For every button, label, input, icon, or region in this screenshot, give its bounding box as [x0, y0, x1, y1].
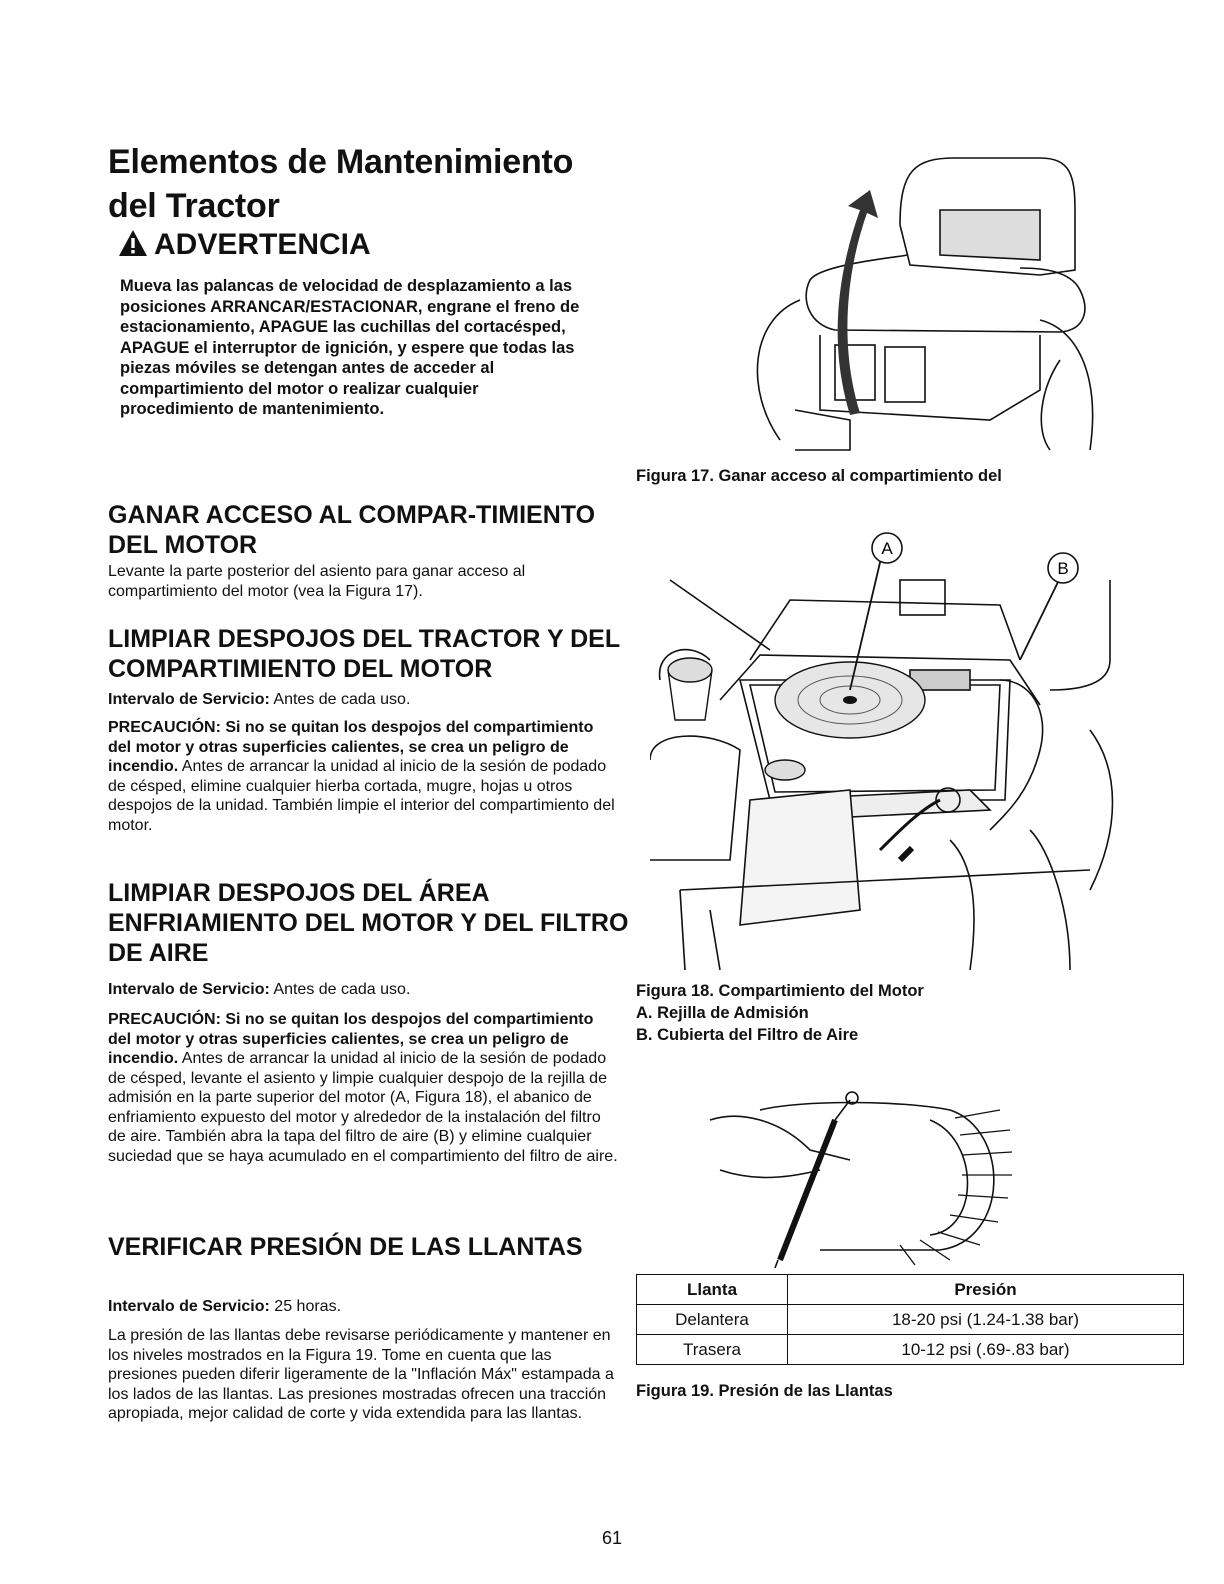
table-header-row: [637, 1275, 1184, 1305]
caution-clean-tractor: [108, 718, 618, 835]
warning-heading-text: ADVERTENCIA: [154, 228, 371, 261]
table-cell-pressure: 10-12 psi (.69-.83 bar): [788, 1335, 1184, 1365]
caution-text: Antes de arrancar la unidad al inicio de la sesión de podado de césped, levante el asiento y limpie cualquier despojo de la rejilla de admisión en la parte superior del motor (A, Figura 18), el abanico de enfriamiento expuesto del motor y alrededor de la instalación del filtro de aire. También abra la tapa del filtro de aire (B) y elimine cualquier suciedad que se haya acumulado en el compartimiento del filtro de aire.: [108, 1050, 618, 1165]
service-interval-tire: [108, 1297, 618, 1317]
figure-17-caption: Figura 17. Ganar acceso al compartimiento del: [636, 467, 1002, 485]
caution-clean-cooling: [108, 1010, 618, 1166]
table-header-tire: Llanta: [637, 1275, 788, 1305]
interval-value: 25 horas.: [274, 1298, 342, 1315]
figure-17-illustration: [740, 150, 1100, 460]
page-title: Elementos de Mantenimiento del Tractor: [108, 143, 574, 225]
figure-18-illustration: [650, 530, 1120, 980]
figure-18-label-b: B. Cubierta del Filtro de Aire: [636, 1026, 859, 1044]
table-header-pressure: Presión: [788, 1275, 1184, 1305]
section-heading-access: GANAR ACCESO AL COMPAR-TIMIENTO DEL MOTOR: [108, 501, 596, 559]
table-row: [637, 1335, 1184, 1365]
warning-text: Mueva las palancas de velocidad de desplazamiento a las posiciones ARRANCAR/ESTACIONAR, engrane el freno de estacionamiento, APAGUE las cuchillas del cortacésped, APAGUE el interruptor de ignición, y espere que todas las piezas móviles se detengan antes de acceder al compartimiento del motor o realizar cualquier procedimiento de mantenimiento.: [120, 277, 580, 418]
table-cell-tire: Trasera: [637, 1335, 788, 1365]
page-number: 61: [601, 1528, 623, 1548]
figure-18-callout-b: [1048, 553, 1078, 583]
figure-19-caption: Figura 19. Presión de las Llantas: [636, 1382, 893, 1400]
section-heading-clean-cooling: LIMPIAR DESPOJOS DEL ÁREA ENFRIAMIENTO DEL MOTOR Y DEL FILTRO DE AIRE: [108, 879, 629, 967]
service-interval-clean-tractor: [108, 690, 618, 710]
caution-bold: PRECAUCIÓN: Si no se quitan los despojos del compartimiento del motor y otras superficies calientes, se crea un peligro de incendio.: [108, 1011, 594, 1067]
service-interval-clean-cooling: [108, 980, 618, 1000]
figure-18-caption: Figura 18. Compartimiento del Motor: [636, 982, 924, 1000]
table-row: [637, 1305, 1184, 1335]
section-body-access: Levante la parte posterior del asiento para ganar acceso al compartimiento del motor (vea la Figura 17).: [108, 563, 526, 600]
section-heading-tire-pressure: VERIFICAR PRESIÓN DE LAS LLANTAS: [108, 1233, 583, 1261]
interval-value: Antes de cada uso.: [273, 981, 411, 998]
section-heading-clean-tractor: LIMPIAR DESPOJOS DEL TRACTOR Y DEL COMPARTIMIENTO DEL MOTOR: [108, 625, 620, 683]
caution-bold: PRECAUCIÓN: Si no se quitan los despojos del compartimiento del motor y otras superficies calientes, se crea un peligro de incendio.: [108, 719, 594, 775]
section-body-tire: La presión de las llantas debe revisarse periódicamente y mantener en los niveles mostrados en la Figura 19. Tome en cuenta que las presiones pueden diferir ligeramente de la "Inflación Máx" estampada a los lados de las llantas. Las presiones mostradas ofrecen una tracción apropiada, mejor calidad de corte y vida extendida para las llantas.: [108, 1327, 614, 1422]
caution-text: Antes de arrancar la unidad al inicio de la sesión de podado de césped, elimine cualquier hierba cortada, mugre, hojas u otros despojos de la unidad. También limpie el interior del compartimiento del motor.: [108, 758, 615, 834]
interval-label: Intervalo de Servicio:: [108, 691, 270, 708]
table-cell-pressure: 18-20 psi (1.24-1.38 bar): [788, 1305, 1184, 1335]
tire-pressure-table: [636, 1274, 1184, 1365]
figure-19-illustration: [700, 1080, 1020, 1270]
callout-a-label: A: [881, 539, 893, 558]
interval-value: Antes de cada uso.: [273, 691, 411, 708]
warning-heading: [118, 226, 371, 264]
table-cell-tire: Delantera: [637, 1305, 788, 1335]
figure-18-label-a: A. Rejilla de Admisión: [636, 1004, 809, 1022]
interval-label: Intervalo de Servicio:: [108, 1298, 270, 1315]
callout-b-label: B: [1057, 559, 1069, 578]
interval-label: Intervalo de Servicio:: [108, 981, 270, 998]
figure-18-callout-a: [872, 533, 902, 563]
warning-triangle-icon: [118, 229, 148, 257]
